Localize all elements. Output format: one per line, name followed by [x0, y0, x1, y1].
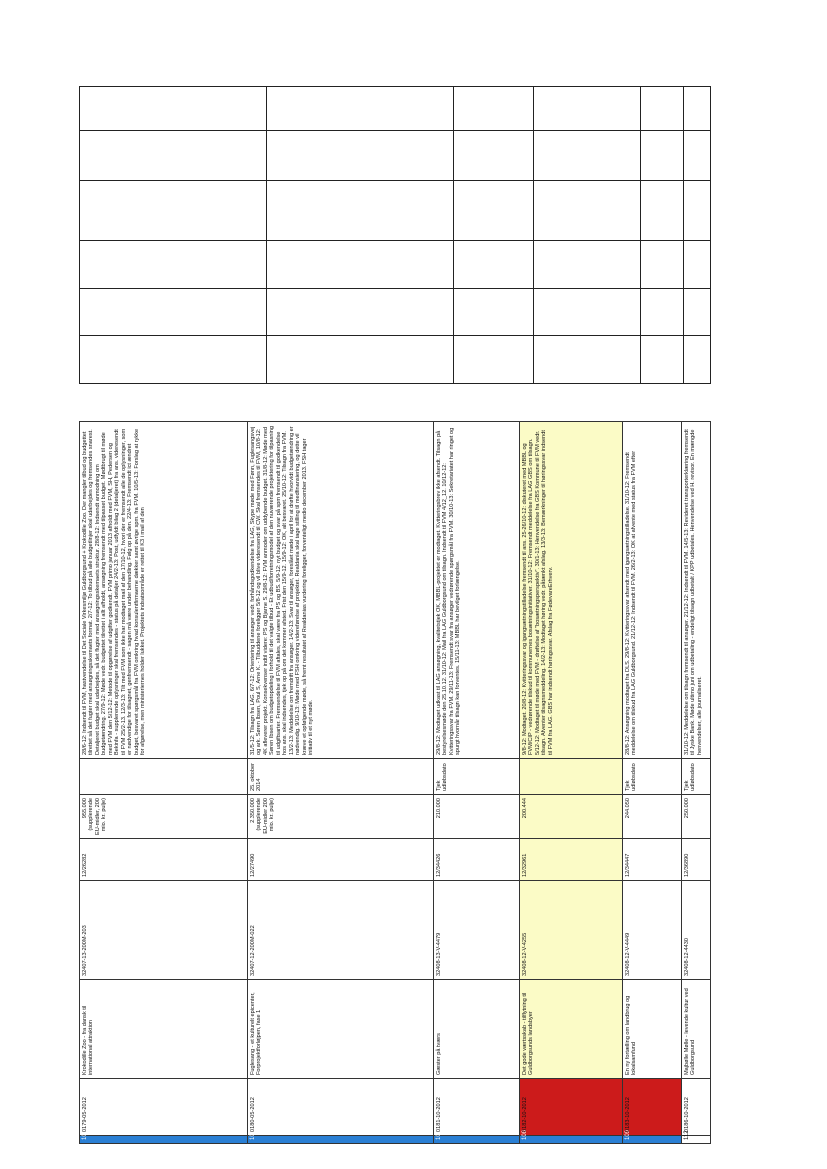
deadline: Tjek udløbsdato — [623, 759, 682, 795]
empty-cell — [534, 131, 641, 181]
file-number: 12/32961 — [520, 839, 623, 881]
journal-number: 32408-12-V-4449 — [623, 881, 682, 980]
empty-cell — [267, 241, 454, 289]
empty-cell — [80, 336, 267, 384]
deadline: Tjek udløbsdato — [682, 759, 711, 795]
status-notes: 28/8-12: Ansøgning modtaget fra DLS. 29/8-12: Kvitteringssvar afsendt med igangsætningstilladelse. 31/10-12: Fremsendt meddelelse om tilskud fra LAG Guldborgsund. 21/12-12: Indsendt til FVM. 26/2-13: OK at afvente med status fra FVM efter — [623, 422, 682, 759]
status-notes: 31/10-12: Meddelelse om tilsagn fremsendt til ansøger. 21/12-12: Indsendt til FVM. 14/5-13: Revideret transporterklæring fremsendt til Jyske Bank. Møde ultimo juni om udbetaling - endeligt tilsagn udbetalt / KPP udbetales. Henvendelse ved H. revisor. En mængde henvendelser, alle journaliseret. — [682, 422, 711, 759]
empty-cell — [80, 87, 267, 131]
case-number: 0180-05-2012 — [248, 1079, 434, 1136]
empty-cell — [684, 181, 711, 241]
empty-cell — [641, 289, 684, 336]
row-number: 105 — [80, 1136, 248, 1144]
empty-cell — [267, 289, 454, 336]
project-name: Majbølle Mølle - levende kultur ved Guldborgsund — [682, 980, 711, 1079]
file-number: 12/36890 — [682, 839, 711, 881]
table-row — [623, 422, 682, 1144]
empty-grid-table — [79, 86, 711, 384]
empty-cell — [534, 181, 641, 241]
amount: 955.000 (supplerende EU-midler, 200 mio. kr. pulje) — [80, 795, 248, 839]
journal-number: 32408-13-V-4479 — [434, 881, 520, 980]
amount: 250.000 — [682, 795, 711, 839]
empty-cell — [684, 289, 711, 336]
project-name: En ny fortælling om landbrug og lokalsamfund — [623, 980, 682, 1079]
empty-cell — [454, 87, 534, 131]
case-number: 0179-05-2012 — [80, 1079, 248, 1136]
journal-number: 32408-12-V-4255 — [520, 881, 623, 980]
empty-cell — [267, 131, 454, 181]
row-number: 107 — [434, 1136, 520, 1144]
journal-number: 32407-12-200M-022 — [248, 881, 434, 980]
empty-cell — [641, 241, 684, 289]
project-name: Gæster på tværs — [434, 980, 520, 1079]
journal-number: 32407-13-200M-203 — [80, 881, 248, 980]
table-row — [434, 422, 520, 1144]
status-notes: 31/5-12: Tilsagn fra LAG. 6/7-12: Orientering til ansøger vedr. forhåndsgodkendelse fra LAG, Skype møde med Fønn, Fuglesangsvej og ark. Søren Ibsen, Poul S, Arne K. - Tilbuddene foreligger 5/8-12 og vil blive videresendt til CW. Skal fremsendes til FVM, 10/8-12: 4K afleverer projekt. Konsekvenser indtil videre: PS og Bjarne S. 29/8-12: FVM anmoder om uddybende budget. 31/8-12: Møde med Søren Ibsen om budgetopdeling i forhold til det valgte tilbud - Et udbud/forretningsmodel af den nuværende projektering for tilpasning til udgiftsarter. Fremsendelse til FVM aftales, skal være fra PS og BS. 5/9-12: nyt budget og svar på spm fremsendt til godkendelse hos ans. skal indsendes, tjek op på om det kommer afsted. Frist den 15/9-12. 15/9-12: OK, alt besvaret. 25/10-12: Tilsagn fra FVM. 13/2-13: Meddelelse om fremdrift fra ansøger. 14/2-13: Svar til ansøger, foreslået møde i april for at drøfte hvorvidt budgetændring er nødvendig. 9/10-13: Møde med FSH omkring videreførelse af projektet. Realdania skal tage stilling til medfinansiering, og dette vil kræve et opfølgende møde, så fremt resultatet af Realdanias vurdering foreligger, forventeligt medio december 2013. FSH tager initiativ til et nyt møde. — [248, 422, 434, 759]
empty-cell — [267, 181, 454, 241]
empty-cell — [454, 131, 534, 181]
empty-cell — [454, 289, 534, 336]
empty-cell — [80, 241, 267, 289]
table-row — [248, 422, 434, 1144]
amount: 200.444 — [520, 795, 623, 839]
empty-cell — [534, 241, 641, 289]
row-number: 112 — [682, 1136, 711, 1144]
empty-cell — [454, 241, 534, 289]
case-number: 0182-10-2012 — [520, 1079, 623, 1136]
table-row — [682, 422, 711, 1144]
project-name: Fuglesang - et kulturelt epicenter, Forprojektforløjpen, fase 1 — [248, 980, 434, 1079]
deadline: Tjek udløbsdato — [434, 759, 520, 795]
project-name: Krokodille Zoo - fra dansk til international attraktion — [80, 980, 248, 1079]
rotated-table-frame — [79, 422, 710, 1144]
empty-cell — [684, 336, 711, 384]
empty-cell — [534, 336, 641, 384]
amount: 210.000 — [434, 795, 520, 839]
status-notes: 29/8-12: Modtaget udkast til LAG ansøgning, kvalitetstjek OK, MBBL-projektet er modtaget. Kvitteringsbrev ikke afsendt. Tilsagn på bestyrelsesmøde den 25.10.12. 31/10-12: Mail fra LAG Guldborgsund om tilsagn. Indsendt til FVM 4/12_12. 10/12-12: Kvitteringssvar fra FVM. 29/11-13: Fremsendt svar fra ansøger vedrørende spørgsmål fra FVM. 30/10-13: Sekretariatet har ringet og spurgt hvornår tilsagn kan forventes. 15/11-13: MBBL har bevilget forlængelse. — [434, 422, 520, 759]
case-number: 0183-10-2012 — [623, 1079, 682, 1136]
case-number: 0186-10-2012 — [682, 1079, 711, 1136]
empty-cell — [641, 131, 684, 181]
deadline — [80, 759, 248, 795]
file-number: 12/26282 — [80, 839, 248, 881]
amount: 244.050 — [623, 795, 682, 839]
empty-cell — [684, 241, 711, 289]
row-number: 106 — [248, 1136, 434, 1144]
empty-cell — [454, 336, 534, 384]
amount: 2.350.000 (supplerende EU-midler 200 mio. kr. pulje) — [248, 795, 434, 839]
row-number: 108 — [520, 1136, 623, 1144]
empty-cell — [267, 87, 454, 131]
empty-cell — [641, 336, 684, 384]
empty-cell — [641, 87, 684, 131]
empty-cell — [267, 336, 454, 384]
deadline — [520, 759, 623, 795]
rotated-table-holder — [79, 422, 710, 1144]
deadline: 25. oktober 2014 — [248, 759, 434, 795]
empty-cell — [641, 181, 684, 241]
case-number: 0181-10-2012 — [434, 1079, 520, 1136]
status-notes: 28/6-12: Indsendt til FVM, hastvendelse til Det Sociale Virkesmiljø Guldborgsund + Krokodille Zoo. Der mangler tilbud og budgettet tilrettet så det fugter med ansøgningsskemaets format. 2/7-12: To tilbud på alle budgetlinjer skal udarbejdes og fremsendes snarest. Detaljeret budget skal udarbejdes, så det flugter med ansøgningsskemaets struktur. 28/8-12: Indsendt anmodning om budgetændring. 27/9-12: Møde vedr. budgettet tilrettet i allt afholdt, ansøgning fremsendt med tilpasset budget. Mødtbrugt til møde med FVM den 5/12-12: Metode til opgørelse af udgifter godkendt. FVM primo januar 2013 afholdt med FVM, SH, Pedersen og Bekinfa - supplerende oplysninger skal fremsendes - status på detaljer 24/2-13: Post, udfyldt bilag 2 (detaljeret) fra ans. videresendt til FVM 25/2-13. 12/3-13: Tilt med FVM som ikke har modtaget mail af den 17/10-12, hvori der er fremsendt alle de oplysninger, som er nødvendige for tilsagnet, genfremsendt - sagen må være under behandling. Følg op på den. 22/4-13: Fremsendt ict ændret budget, besvaret spørgsmål fra FVM omkring hvad konsulentfirmaerne dækker samt øvrige spm. fra FVM. 10/5-13: Forslag at rykke for afgørelse, men ministeriernes holder lukket. Projektets indsatsområde er rettet til K3 i mail af den — [80, 422, 248, 759]
project-table — [79, 421, 711, 1144]
file-number: 12/34447 — [623, 839, 682, 881]
empty-cell — [534, 87, 641, 131]
status-notes: 9/8-12: Modtaget. 20/8-12: Kvitteringssvar og igangsætningstilladelse fremsendt til ans. 25-26/10-12: diskuteret med MBBL og FVM/CIP - vedrørende tilskud til kommunernes bosætningsinitiativer. 31/10-12: Fremsendt meddelelse fra LAG GBS om tilsagn. 5/12-12: Modtaget til møde med FVM - drøftelse af "bosætningsperspektiv". 30/1-13: Henvendelse fra GBS Kommune til FVM vedr. tilsagn. Afventer tilsagnsmeddeling. 14/2-13: Modtaget høring vedr. påtænkt afslag. 13/3-13: Bemærkninger til høringssvar indsendt til FVM fra LAG. GBS har indsendt høringssvar. Afslag fra FødevareErhverv. — [520, 422, 623, 759]
empty-cell — [534, 289, 641, 336]
table-row — [80, 422, 248, 1144]
empty-cell — [684, 87, 711, 131]
project-name: Det gode værtsskab - tilflytning til Guldborgsunds landsbyer — [520, 980, 623, 1079]
journal-number: 32408-12-4430 — [682, 881, 711, 980]
empty-cell — [80, 181, 267, 241]
file-number: 12/34426 — [434, 839, 520, 881]
empty-cell — [80, 289, 267, 336]
empty-cell — [454, 181, 534, 241]
empty-cell — [684, 131, 711, 181]
file-number: 12/27490 — [248, 839, 434, 881]
row-number: 109 — [623, 1136, 682, 1144]
empty-cell — [80, 131, 267, 181]
table-row — [520, 422, 623, 1144]
